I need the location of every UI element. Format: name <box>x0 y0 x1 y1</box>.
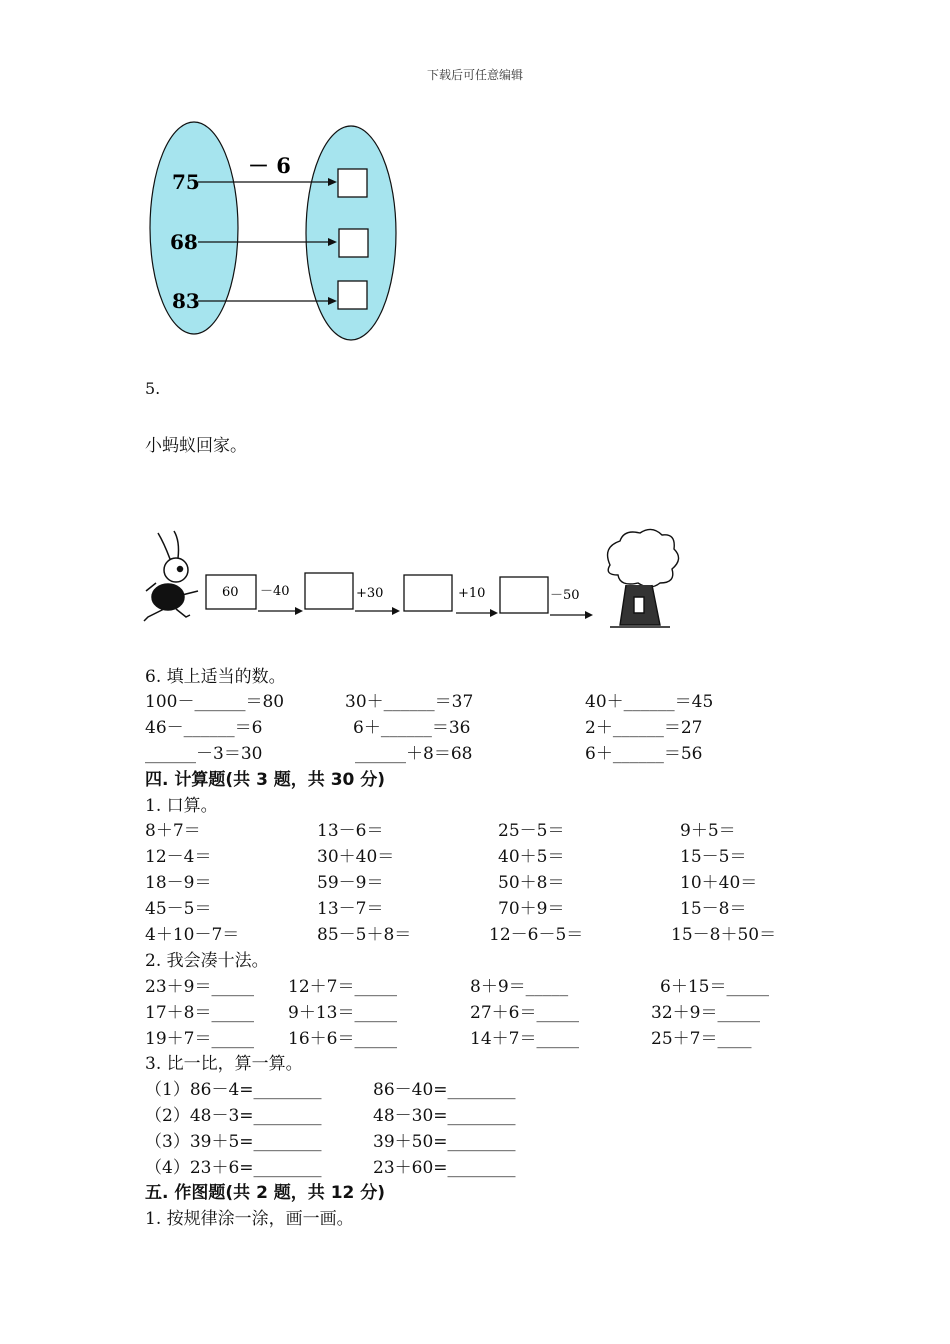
fill-blank-problem: 6＋______＝36 <box>353 718 471 738</box>
math-problem: 9＋5＝ <box>680 821 736 841</box>
fill-blank-problem: 2＋______＝27 <box>585 718 703 738</box>
math-problem: 18－9＝ <box>145 873 212 893</box>
step-label: +10 <box>458 586 486 601</box>
math-problem: （1）86－4=________ <box>145 1080 322 1100</box>
input-value: 75 <box>172 170 200 194</box>
section-4-heading: 四. 计算题(共 3 题，共 30 分) <box>145 770 386 790</box>
path-arrowhead <box>585 611 593 619</box>
answer-box <box>339 229 368 257</box>
math-problem: 30＋40＝ <box>317 847 395 867</box>
math-problem: 17＋8＝_____ <box>145 1003 254 1023</box>
fill-blank-problem: 40＋______＝45 <box>585 692 714 712</box>
fill-blank-problem: ______＋8＝68 <box>355 744 473 764</box>
math-problem: 12－4＝ <box>145 847 212 867</box>
path-arrowhead <box>295 607 303 615</box>
math-problem: 48－30=________ <box>373 1106 516 1126</box>
math-problem: 59－9＝ <box>317 873 384 893</box>
ant-path-diagram <box>140 525 680 637</box>
math-problem: 23＋60=________ <box>373 1158 516 1178</box>
math-problem: 70＋9＝ <box>498 899 565 919</box>
math-problem: 25＋7＝____ <box>651 1029 752 1049</box>
fill-blank-problem: 30＋______＝37 <box>345 692 474 712</box>
step-label: －40 <box>260 584 290 599</box>
math-problem: 13－7＝ <box>317 899 384 919</box>
input-value: 83 <box>172 289 200 313</box>
math-problem: （2）48－3=________ <box>145 1106 322 1126</box>
answer-box <box>338 169 367 197</box>
math-problem: 12＋7＝_____ <box>288 977 397 997</box>
math-problem: 15－8＋50＝ <box>671 925 777 945</box>
math-problem: 14＋7＝_____ <box>470 1029 579 1049</box>
math-problem: 86－40=________ <box>373 1080 516 1100</box>
answer-box <box>305 573 353 609</box>
math-problem: 50＋8＝ <box>498 873 565 893</box>
operation-label: － 6 <box>248 153 291 178</box>
math-problem: 10＋40＝ <box>680 873 758 893</box>
fill-blank-problem: 6＋______＝56 <box>585 744 703 764</box>
math-problem: 13－6＝ <box>317 821 384 841</box>
math-problem: 8＋9＝_____ <box>470 977 569 997</box>
math-problem: 16＋6＝_____ <box>288 1029 397 1049</box>
section-4-q1-title: 1. 口算。 <box>145 796 218 816</box>
math-problem: 15－5＝ <box>680 847 747 867</box>
answer-box <box>404 575 452 611</box>
math-problem: 45－5＝ <box>145 899 212 919</box>
math-problem: 85－5＋8＝ <box>317 925 412 945</box>
answer-box <box>338 281 367 309</box>
math-problem: 23＋9＝_____ <box>145 977 254 997</box>
math-problem: 15－8＝ <box>680 899 747 919</box>
section-4-q2-title: 2. 我会凑十法。 <box>145 951 269 971</box>
header-note: 下载后可任意编辑 <box>426 68 523 82</box>
section-4-q3-title: 3. 比一比，算一算。 <box>145 1054 303 1074</box>
math-problem: 4＋10－7＝ <box>145 925 240 945</box>
section-5-q1-title: 1. 按规律涂一涂，画一画。 <box>145 1209 354 1229</box>
math-problem: 6＋15＝_____ <box>660 977 769 997</box>
math-problem: 25－5＝ <box>498 821 565 841</box>
step-label: +30 <box>356 586 384 601</box>
section-5-heading: 五. 作图题(共 2 题，共 12 分) <box>145 1183 386 1203</box>
question-5-number: 5. <box>145 379 161 398</box>
mapping-diagram <box>140 115 410 350</box>
path-arrowhead <box>490 609 498 617</box>
path-arrowhead <box>392 607 400 615</box>
math-problem: 19＋7＝_____ <box>145 1029 254 1049</box>
question-6-title: 6. 填上适当的数。 <box>145 667 286 687</box>
math-problem: 27＋6＝_____ <box>470 1003 579 1023</box>
math-problem: 32＋9＝_____ <box>651 1003 760 1023</box>
math-problem: 39＋50=________ <box>373 1132 516 1152</box>
input-value: 68 <box>170 230 198 254</box>
fill-blank-problem: ______－3＝30 <box>145 744 263 764</box>
math-problem: （3）39＋5=________ <box>145 1132 322 1152</box>
math-problem: （4）23＋6=________ <box>145 1158 322 1178</box>
math-problem: 40＋5＝ <box>498 847 565 867</box>
ant-icon <box>144 531 198 621</box>
start-value: 60 <box>222 585 239 600</box>
tree-house-icon <box>608 529 679 627</box>
fill-blank-problem: 100－______＝80 <box>145 692 285 712</box>
fill-blank-problem: 46－______＝6 <box>145 718 263 738</box>
math-problem: 9＋13＝_____ <box>288 1003 397 1023</box>
answer-box <box>500 577 548 613</box>
step-label: －50 <box>550 588 580 603</box>
question-5-title: 小蚂蚁回家。 <box>145 436 247 456</box>
math-problem: 12－6－5＝ <box>489 925 584 945</box>
math-problem: 8＋7＝ <box>145 821 201 841</box>
